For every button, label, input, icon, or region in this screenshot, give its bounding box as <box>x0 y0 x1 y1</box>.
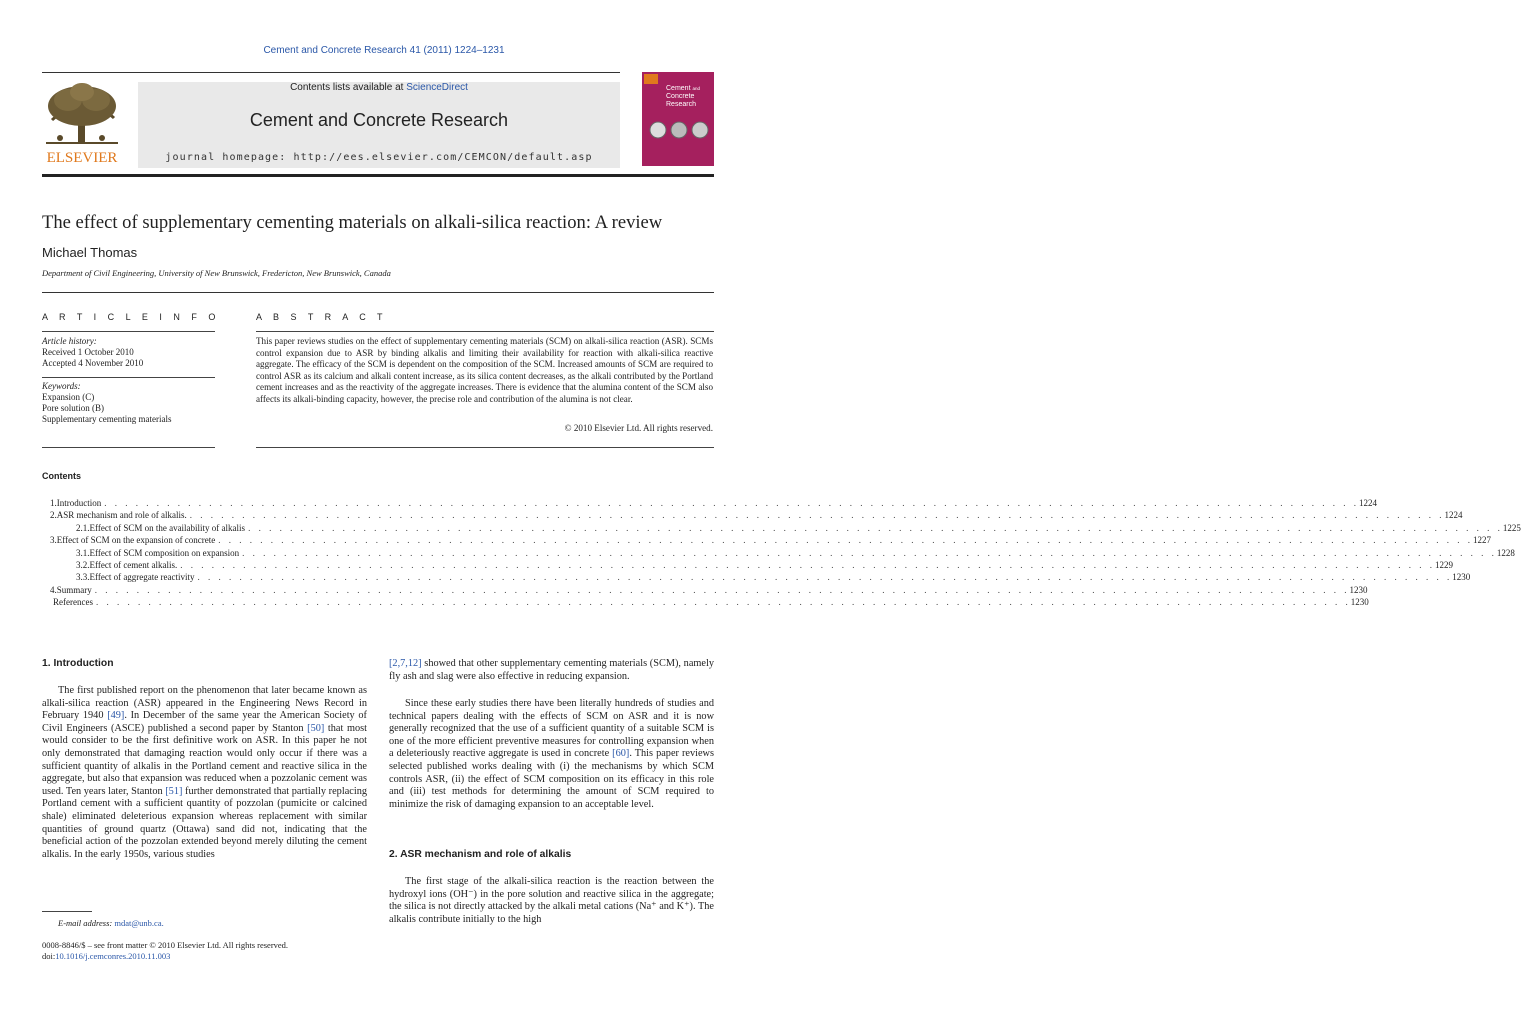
article-info-heading: A R T I C L E I N F O <box>42 312 220 322</box>
toc-entry-number: 2.1. <box>76 522 90 533</box>
issn-line: 0008-8846/$ – see front matter © 2010 Elsevier Ltd. All rights reserved. <box>42 940 289 950</box>
email-footnote: E-mail address: mdat@unb.ca. <box>58 918 164 928</box>
citation-link[interactable]: [60] <box>612 748 630 760</box>
cover-title-line-2: Concrete <box>666 93 695 100</box>
toc-entry-page: 1228 <box>1496 547 1515 558</box>
toc-leader-dots: . . . . . . . . . . . . . . . . . . . . . . . . . . . . . . . . . . . . . . . . . . . . . . . . . . . . . . . . . . . . . . . . . . . . . . . . . . . . . . . . . . . . . . . . . . . . . . . . . . . . . . . . . . . . . . . . . . . . . . . . <box>242 547 1497 558</box>
toc-leader-dots: . . . . . . . . . . . . . . . . . . . . . . . . . . . . . . . . . . . . . . . . . . . . . . . . . . . . . . . . . . . . . . . . . . . . . . . . . . . . . . . . . . . . . . . . . . . . . . . . . . . . . . . . . . . . . . . . . . . . . . . . <box>189 510 1445 521</box>
citation-link[interactable]: [49] <box>107 710 125 722</box>
doi-link[interactable]: 10.1016/j.cemconres.2010.11.003 <box>55 951 171 961</box>
contents-heading: Contents <box>42 471 81 481</box>
citation-link[interactable]: [2,7,12] <box>389 658 422 669</box>
toc-entry[interactable] <box>50 509 1463 521</box>
citation-link[interactable]: [51] <box>165 785 183 797</box>
toc-leader-dots: . . . . . . . . . . . . . . . . . . . . . . . . . . . . . . . . . . . . . . . . . . . . . . . . . . . . . . . . . . . . . . . . . . . . . . . . . . . . . . . . . . . . . . . . . . . . . . . . . . . . . . . . . . . . . . . . . . . . . . . . <box>94 584 1350 595</box>
toc-entry-page: 1230 <box>1452 572 1471 583</box>
elsevier-wordmark: ELSEVIER <box>46 150 118 166</box>
toc-leader-dots: . . . . . . . . . . . . . . . . . . . . . . . . . . . . . . . . . . . . . . . . . . . . . . . . . . . . . . . . . . . . . . . . . . . . . . . . . . . . . . . . . . . . . . . . . . . . . . . . . . . . . . . . . . . . . . . . . . . . . . . . <box>95 597 1351 608</box>
article-info-bottom-rule <box>42 447 215 448</box>
header-thick-rule <box>42 174 714 177</box>
contents-available-line <box>138 82 620 93</box>
toc-entry-page: 1224 <box>1444 510 1463 521</box>
section-2-heading: 2. ASR mechanism and role of alkalis <box>389 849 572 860</box>
keyword-item: Expansion (C) <box>42 392 95 402</box>
toc-entry-number: 3.1. <box>76 547 90 558</box>
article-info-rule <box>42 331 215 332</box>
abstract-rule <box>256 331 714 332</box>
toc-entry-page: 1225 <box>1502 522 1521 533</box>
toc-entry-page: 1229 <box>1435 560 1454 570</box>
footnote-rule <box>42 911 92 912</box>
toc-entry-page: 1224 <box>1359 498 1377 508</box>
toc-entry-title[interactable]: Effect of SCM on the expansion of concrete <box>56 535 216 546</box>
toc-entry-page: 1230 <box>1350 597 1369 608</box>
toc-entry-title[interactable]: Effect of aggregate reactivity <box>89 572 195 583</box>
toc-entry[interactable] <box>50 571 1471 583</box>
toc-entry-title[interactable]: Effect of SCM on the availability of alkalis <box>89 522 246 533</box>
section-2-paragraph: The first stage of the alkali-silica reaction is the reaction between the hydroxyl ions (OH⁻) in the pore solution and reactive silica in the aggregate; the silica is not directly attacked by the alkali metal cations (Na⁺ and K⁺). The alkalis contribute initially to the high <box>389 876 714 925</box>
received-date: Received 1 October 2010 <box>42 347 134 357</box>
journal-cover-thumbnail[interactable] <box>642 72 714 166</box>
abstract-bottom-rule <box>256 447 714 448</box>
abstract-heading: A B S T R A C T <box>256 312 388 322</box>
cover-title-line-1: Cement and <box>666 85 700 92</box>
toc-entry-title[interactable]: References <box>53 597 93 608</box>
keywords-label: Keywords: <box>42 381 81 391</box>
elsevier-tree-logo <box>42 80 122 166</box>
email-link[interactable]: mdat@unb.ca. <box>114 918 164 928</box>
toc-entry[interactable] <box>53 596 1369 608</box>
toc-entry[interactable] <box>50 547 1515 559</box>
toc-entry[interactable] <box>50 584 1368 596</box>
section-1-heading: 1. Introduction <box>42 658 114 669</box>
abstract-text: This paper reviews studies on the effect of supplementary cementing materials (SCM) on alkali-silica reaction (ASR). SCMs control expansion due to ASR by binding alkalis and limiting their availability for reaction with alkali-silica reactive aggregate. The efficacy of the SCM is dependent on the composition of the SCM. Increased amounts of SCM are required to control ASR as its calcium and alkali content increase, as its silica content decreases, as the alkali contributed by the Portland cement increases and as the reactivity of the aggregate increases. There is evidence that the alumina content of the SCM also affects its alkali-binding capacity, however, the precise role and contribution of the alumina is not clear. <box>256 336 713 404</box>
article-history-label: Article history: <box>42 336 97 346</box>
toc-entry[interactable] <box>50 497 1377 509</box>
citation-link[interactable]: [50] <box>307 722 325 734</box>
author-affiliation: Department of Civil Engineering, University of New Brunswick, Fredericton, New Brunswick, Canada <box>42 268 391 278</box>
toc-entry[interactable] <box>50 534 1492 546</box>
toc-leader-dots: . . . . . . . . . . . . . . . . . . . . . . . . . . . . . . . . . . . . . . . . . . . . . . . . . . . . . . . . . . . . . . . . . . . . . . . . . . . . . . . . . . . . . . . . . . . . . . . . . . . . . . . . . . . . . . . . . . . . . . . . <box>218 535 1474 546</box>
toc-entry-number: 1. <box>50 498 57 508</box>
issn-footer <box>42 940 288 962</box>
journal-homepage-link[interactable]: journal homepage: http://ees.elsevier.com/CEMCON/default.asp <box>165 152 593 163</box>
journal-reference[interactable]: Cement and Concrete Research 41 (2011) 1224–1231 <box>263 45 505 56</box>
toc-entry-number: 3. <box>50 535 57 546</box>
journal-title: Cement and Concrete Research <box>249 110 509 130</box>
column-2-paragraph: [2,7,12] showed that other supplementary cementing materials (SCM), namely fly ash and slag were also effective in reducing expansion. <box>389 658 714 682</box>
toc-entry-number: 2. <box>50 510 57 521</box>
toc-leader-dots: . . . . . . . . . . . . . . . . . . . . . . . . . . . . . . . . . . . . . . . . . . . . . . . . . . . . . . . . . . . . . . . . . . . . . . . . . . . . . . . . . . . . . . . . . . . . . . . . . . . . . . . . . . . . . . . . . . . . . . . . <box>104 498 1359 508</box>
toc-entry-title[interactable]: Introduction <box>56 498 102 508</box>
toc-entry[interactable] <box>50 522 1521 534</box>
column-2-paragraph: Since these early studies there have been literally hundreds of studies and technical papers dealing with the effects of SCM on ASR and it is now generally recognized that the use of a sufficient quantity of a suitable SCM is one of the more efficient preventive measures for controlling expansion when a deleteriously reactive aggregate is used in concrete [60]. This paper reviews selected published works dealing with (i) the mechanisms by which SCM controls ASR, (ii) the effect of SCM composition on its efficacy in this role and (iii) test methods for determining the amount of SCM required to minimize the risk of damaging expansion to an acceptable level. <box>389 698 714 810</box>
toc-leader-dots: . . . . . . . . . . . . . . . . . . . . . . . . . . . . . . . . . . . . . . . . . . . . . . . . . . . . . . . . . . . . . . . . . . . . . . . . . . . . . . . . . . . . . . . . . . . . . . . . . . . . . . . . . . . . . . . . . . . . . . . . <box>197 572 1453 583</box>
doi-label: doi: <box>42 951 56 961</box>
keyword-item: Supplementary cementing materials <box>42 414 172 424</box>
toc-entry-page: 1227 <box>1473 535 1492 546</box>
article-title: The effect of supplementary cementing materials on alkali-silica reaction: A review <box>42 212 663 233</box>
toc-entry-number: 3.3. <box>76 572 90 583</box>
toc-entry[interactable] <box>50 559 1454 571</box>
toc-entry-number: 3.2. <box>76 560 90 570</box>
toc-entry-page: 1230 <box>1349 584 1368 595</box>
abstract-copyright: © 2010 Elsevier Ltd. All rights reserved. <box>564 423 713 433</box>
cover-title-line-3: Research <box>666 101 696 108</box>
contents-available-text: Contents lists available at <box>290 82 407 93</box>
accepted-date: Accepted 4 November 2010 <box>42 358 144 368</box>
toc-entry-title[interactable]: Effect of SCM composition on expansion <box>89 547 240 558</box>
sciencedirect-link[interactable]: ScienceDirect <box>406 82 468 93</box>
author-name[interactable]: Michael Thomas <box>42 245 138 260</box>
toc-entry-number: 4. <box>50 584 57 595</box>
toc-leader-dots: . . . . . . . . . . . . . . . . . . . . . . . . . . . . . . . . . . . . . . . . . . . . . . . . . . . . . . . . . . . . . . . . . . . . . . . . . . . . . . . . . . . . . . . . . . . . . . . . . . . . . . . . . . . . . . . . . . . . . . . . <box>180 560 1436 570</box>
toc-entry-title[interactable]: Summary <box>56 584 92 595</box>
header-top-rule <box>42 72 620 73</box>
keyword-item: Pore solution (B) <box>42 403 104 413</box>
toc-leader-dots: . . . . . . . . . . . . . . . . . . . . . . . . . . . . . . . . . . . . . . . . . . . . . . . . . . . . . . . . . . . . . . . . . . . . . . . . . . . . . . . . . . . . . . . . . . . . . . . . . . . . . . . . . . . . . . . . . . . . . . . . <box>248 522 1503 533</box>
toc-entry-title[interactable]: Effect of cement alkalis. <box>89 560 178 570</box>
section-1-paragraph: The first published report on the phenomenon that later became known as alkali-silica reaction (ASR) appeared in the Engineering News Record in February 1940 [49]. In December of the same year the American Society of Civil Engineers (ASCE) published a second paper by Stanton [50] that most would consider to be the first definitive work on ASR. In this paper he not only demonstrated that damaging reaction would only occur if there was a sufficient quantity of alkalis in the Portland cement and reactive silica in the aggregate, but also that expansion was reduced when a pozzolanic cement was used. Ten years later, Stanton [51] further demonstrated that partially replacing Portland cement with a sufficient quantity of pozzolan (pumicite or calcined shale) eliminated deleterious expansion whereas replacement with similar quantities of ground quartz (Ottawa) sand did not, indicating that the beneficial action of the pozzolan extended beyond merely diluting the cement alkalis. In the early 1950s, various studies <box>42 685 367 860</box>
cover-image-icon <box>648 120 710 140</box>
toc-entry-title[interactable]: ASR mechanism and role of alkalis. <box>56 510 187 521</box>
keywords-rule <box>42 377 215 378</box>
title-block-rule <box>42 292 714 293</box>
